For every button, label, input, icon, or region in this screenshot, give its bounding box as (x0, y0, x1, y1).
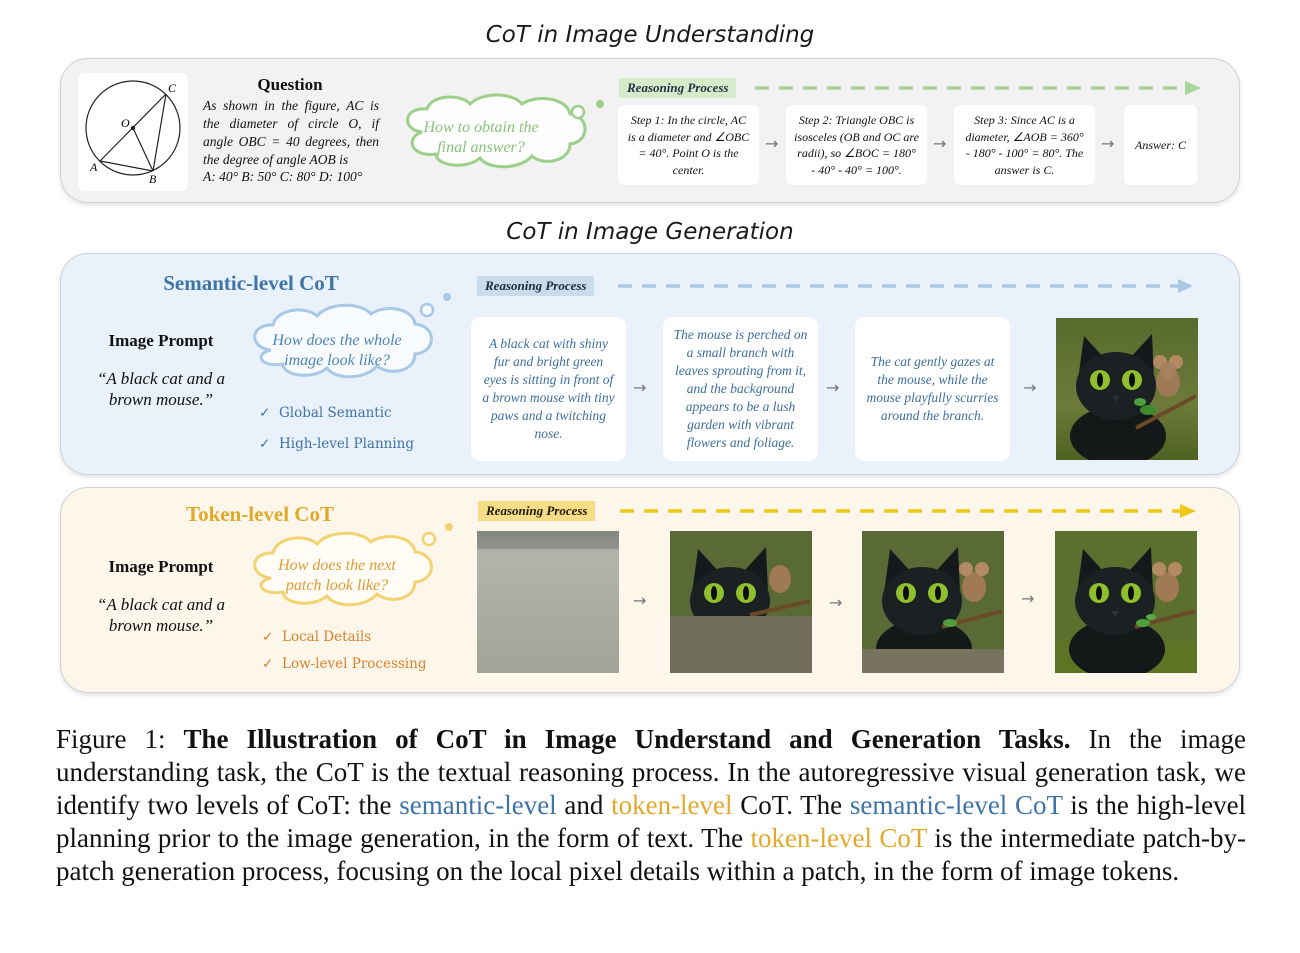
thought-text-yellow (252, 556, 422, 596)
semantic-title: Semantic-level CoT (163, 271, 339, 295)
arrow-sem-3: → (1023, 378, 1037, 397)
caption-text-2: CoT. The (740, 790, 843, 820)
semantic-prompt-label: Image Prompt (108, 331, 214, 350)
figure-caption (56, 723, 1246, 888)
token-prompt-text: “A black cat and a brown mouse.” (96, 595, 226, 635)
caption-text-1: In the image understanding task, the CoT is the textual reasoning process. In the autoregressive visual generation task, we identify two levels of CoT: the (56, 724, 1247, 820)
caption-token-level-cot: token-level CoT (750, 823, 927, 853)
check-label: Low-level Processing (282, 656, 427, 672)
label-o: O (121, 116, 130, 130)
thought-line-2: patch look like? (285, 577, 389, 594)
token-stage-4-image (1055, 531, 1197, 673)
question-options: A: 40° B: 50° C: 80° D: 100° (203, 169, 363, 184)
semantic-check-global (259, 405, 392, 421)
thought-line-1: How does the whole (272, 332, 402, 349)
check-label: Global Semantic (279, 405, 392, 421)
generation-title: CoT in Image Generation (506, 219, 794, 245)
arrow-tok-2: → (829, 593, 843, 612)
caption-token-level: token-level (611, 790, 733, 820)
semantic-check-planning (259, 436, 414, 452)
thought-line-2: image look like? (284, 352, 390, 369)
question-title: Question (257, 75, 323, 94)
noise-image (477, 531, 619, 673)
understanding-title: CoT in Image Understanding (485, 22, 815, 48)
understanding-answer: Answer: C (1124, 105, 1197, 185)
caption-label: Figure 1: (56, 724, 166, 754)
reasoning-arrow-yellow (620, 503, 1200, 519)
token-title: Token-level CoT (186, 502, 334, 526)
cat-mouse-image (1056, 318, 1198, 460)
arrow-und-1: → (765, 134, 779, 153)
understanding-step-1: Step 1: In the circle, AC is a diameter and ∠OBC = 40°. Point O is the center. (618, 105, 759, 185)
semantic-prompt-text: “A black cat and a brown mouse.” (96, 369, 226, 409)
label-b: B (149, 172, 157, 186)
understanding-step-2: Step 2: Triangle OBC is isosceles (OB and OC are radii), so ∠BOC = 180° - 40° - 40° = 100°. (786, 105, 927, 185)
check-icon: ✓ (259, 436, 271, 452)
reasoning-label-blue: Reasoning Process (477, 276, 594, 296)
partial-cat-image (862, 531, 1004, 673)
thought-line-1: How to obtain the (423, 119, 539, 136)
check-label: Local Details (282, 629, 372, 645)
caption-semantic-level: semantic-level (399, 790, 557, 820)
arrow-sem-1: → (633, 378, 647, 397)
token-stage-3-image (862, 531, 1004, 673)
caption-text-3: is the high-level planning prior to the image generation, in the form of text. The (56, 790, 1247, 853)
caption-semantic-level-cot: semantic-level CoT (849, 790, 1063, 820)
token-check-local (262, 629, 371, 645)
semantic-step-2: The mouse is perched on a small branch with leaves sprouting from it, and the background appears to be a lush garden with vibrant flowers and foliage. (663, 317, 818, 461)
token-stage-1-image (477, 531, 619, 673)
circle-diagram (78, 73, 188, 191)
arrow-und-2: → (933, 134, 947, 153)
arrow-und-3: → (1101, 134, 1115, 153)
label-a: A (90, 160, 98, 174)
partial-cat-image (670, 531, 812, 673)
arrow-tok-3: → (1021, 589, 1035, 608)
check-label: High-level Planning (279, 436, 415, 452)
token-prompt-label: Image Prompt (108, 557, 214, 576)
arrow-tok-1: → (633, 591, 647, 610)
check-icon: ✓ (259, 405, 271, 421)
reasoning-label-green: Reasoning Process (619, 78, 736, 98)
caption-bold-title: The Illustration of CoT in Image Understand and Generation Tasks. (183, 724, 1071, 754)
semantic-result-image (1056, 318, 1198, 460)
thought-text-green (402, 118, 560, 158)
token-stage-2-image (670, 531, 812, 673)
reasoning-arrow-green (755, 80, 1205, 96)
caption-and: and (564, 790, 604, 820)
caption-text-4: is the intermediate patch-by-patch generation process, focusing on the local pixel details within a patch, in the form of image tokens. (56, 823, 1247, 886)
token-check-lowlevel (262, 656, 426, 672)
check-icon: ✓ (262, 656, 274, 672)
understanding-step-3: Step 3: Since AC is a diameter, ∠AOB = 360° - 180° - 100° = 80°. The answer is C. (954, 105, 1095, 185)
question-text: As shown in the figure, AC is the diameter of circle O, if angle OBC = 40 degrees, then the degree of angle AOB is (203, 98, 379, 167)
reasoning-label-yellow: Reasoning Process (478, 501, 595, 521)
label-c: C (168, 81, 177, 95)
arrow-sem-2: → (826, 378, 840, 397)
thought-line-1: How does the next (278, 557, 396, 574)
thought-text-blue (252, 331, 422, 371)
semantic-step-1: A black cat with shiny fur and bright green eyes is sitting in front of a brown mouse with tiny paws and a twitching nose. (471, 317, 626, 461)
cat-mouse-image (1055, 531, 1197, 673)
check-icon: ✓ (262, 629, 274, 645)
geometry-figure (78, 73, 188, 191)
semantic-step-3: The cat gently gazes at the mouse, while the mouse playfully scurries around the branch. (855, 317, 1010, 461)
thought-line-2: final answer? (437, 139, 525, 156)
reasoning-arrow-blue (618, 278, 1198, 294)
